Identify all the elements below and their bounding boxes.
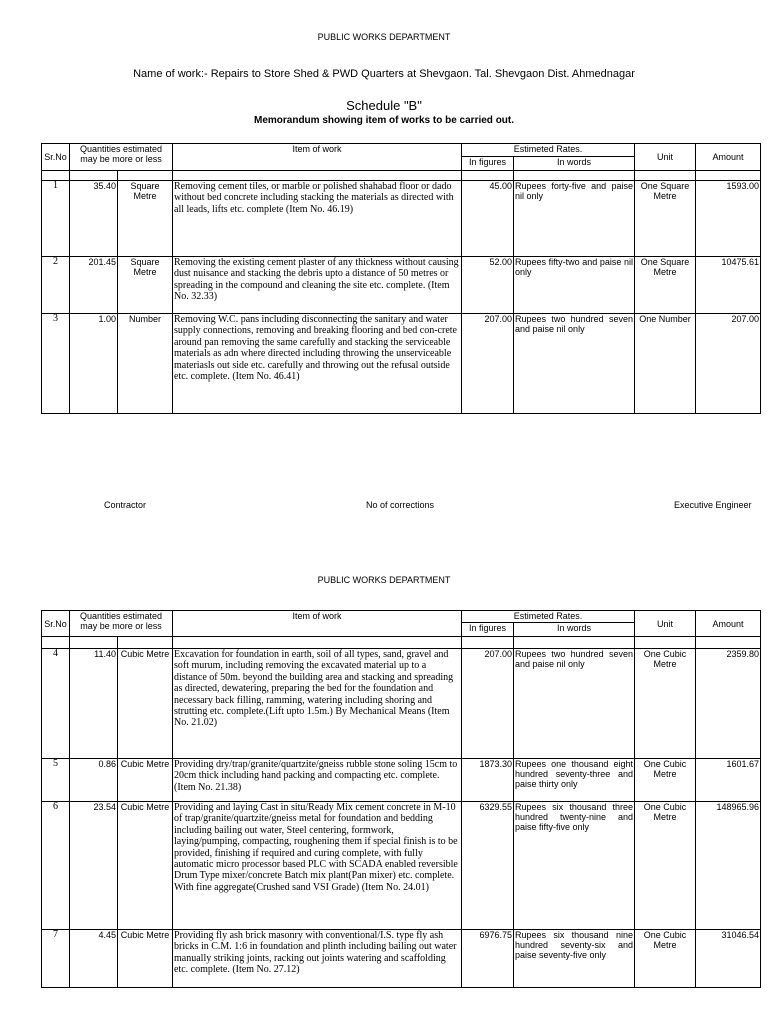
row-quantity: 35.40 xyxy=(70,181,118,257)
row-quantity: 11.40 xyxy=(70,649,118,759)
row-rate-figures: 6329.55 xyxy=(462,802,514,930)
row-amount: 31046.54 xyxy=(696,930,761,988)
row-srno: 3 xyxy=(42,314,70,414)
table-row xyxy=(42,314,761,414)
row-quantity: 1.00 xyxy=(70,314,118,414)
row-rate-words: Rupees six thousand three hundred twenty-nine and paise fifty-five only xyxy=(514,802,635,930)
row-rate-words: Rupees two hundred seven and paise nil only xyxy=(514,649,635,759)
table-row xyxy=(42,181,761,257)
row-rate-figures: 45.00 xyxy=(462,181,514,257)
header-estimated-rates: Estimeted Rates. xyxy=(462,144,635,157)
table-row xyxy=(42,649,761,759)
row-quantity-unit: Cubic Metre xyxy=(118,802,173,930)
row-description: Excavation for foundation in earth, soil of all types, sand, gravel and soft murum, including removing the excavated material up to a distance of 50m. beyond the building area and stacking and spreading as directed, dewatering, preparing the bed for the foundation and necessary back filling, ramming, watering including shoring and strutting etc. complete.(Lift upto 1.5m.) By Mechanical Means (Item No. 21.02) xyxy=(173,649,462,759)
row-quantity: 201.45 xyxy=(70,257,118,314)
row-srno: 7 xyxy=(42,930,70,988)
row-quantity: 4.45 xyxy=(70,930,118,988)
header-unit: Unit xyxy=(635,144,696,171)
row-rate-figures: 1873.30 xyxy=(462,759,514,802)
row-srno: 4 xyxy=(42,649,70,759)
table-row xyxy=(42,759,761,802)
row-unit: One Cubic Metre xyxy=(635,930,696,988)
row-rate-figures: 52.00 xyxy=(462,257,514,314)
spacer-row xyxy=(42,637,761,649)
row-srno: 6 xyxy=(42,802,70,930)
header-srno: Sr.No xyxy=(42,144,70,171)
row-description: Removing W.C. pans including disconnecting the sanitary and water supply connections, removing and breaking flooring and bed con-crete around pan removing the same carefully and stacking the serviceable materials as adn where directed including throwing the unserviceable materiasls out side etc. carefully and throwing out the refusal outside etc. complete. (Item No. 46.41) xyxy=(173,314,462,414)
row-quantity: 0.86 xyxy=(70,759,118,802)
row-unit: One Square Metre xyxy=(635,181,696,257)
row-srno: 5 xyxy=(42,759,70,802)
row-quantity: 23.54 xyxy=(70,802,118,930)
row-quantity-unit: Square Metre xyxy=(118,181,173,257)
schedule-table-2 xyxy=(41,610,761,988)
header-item-of-work: Item of work xyxy=(173,611,462,637)
row-unit: One Square Metre xyxy=(635,257,696,314)
header-in-figures: In figures xyxy=(462,623,514,637)
header-estimated-rates: Estimeted Rates. xyxy=(462,611,635,623)
engineer-signature: Executive Engineer xyxy=(674,500,752,510)
header-in-words: In words xyxy=(514,157,635,171)
row-amount: 1601.67 xyxy=(696,759,761,802)
name-of-work: Name of work:- Repairs to Store Shed & PWD Quarters at Shevgaon. Tal. Shevgaon Dist. Ahmednagar xyxy=(133,68,635,80)
row-rate-figures: 207.00 xyxy=(462,649,514,759)
row-unit: One Number xyxy=(635,314,696,414)
row-srno: 1 xyxy=(42,181,70,257)
header-srno: Sr.No xyxy=(42,611,70,637)
row-unit: One Cubic Metre xyxy=(635,759,696,802)
row-rate-words: Rupees fifty-two and paise nil only xyxy=(514,257,635,314)
row-quantity-unit: Number xyxy=(118,314,173,414)
row-description: Providing and laying Cast in situ/Ready Mix cement concrete in M-10 of trap/granite/quartzite/gneiss metal for foundation and bedding including bailing out water, Steel centering, formwork, laying/pumping, compacting, roughening them if special finish is to be provided, finishing if required and curing complete, with fully automatic micro processor based PLC with SCADA enabled reversible Drum Type mixer/concrete Batch mix plant(Pan mixer) etc. complete. With fine aggregate(Crushed sand VSI Grade) (Item No. 24.01) xyxy=(173,802,462,930)
row-description: Removing the existing cement plaster of any thickness without causing dust nuisance and stacking the debris upto a distance of 50 metres or spreading in the compound and cleaning the site etc. complete. (Item No. 32.33) xyxy=(173,257,462,314)
table-row xyxy=(42,802,761,930)
memorandum-title: Memorandum showing item of works to be carried out. xyxy=(253,115,515,126)
corrections-label: No of corrections xyxy=(366,500,435,510)
row-quantity-unit: Square Metre xyxy=(118,257,173,314)
header-amount: Amount xyxy=(696,611,761,637)
header-quantities: Quantities estimated may be more or less xyxy=(70,144,173,171)
schedule-table-1 xyxy=(41,143,761,414)
department-title: PUBLIC WORKS DEPARTMENT xyxy=(317,575,451,585)
header-in-words: In words xyxy=(514,623,635,637)
row-amount: 2359.80 xyxy=(696,649,761,759)
row-rate-words: Rupees one thousand eight hundred seventy-three and paise thirty only xyxy=(514,759,635,802)
row-srno: 2 xyxy=(42,257,70,314)
row-description: Providing dry/trap/granite/quartzite/gneiss rubble stone soling 15cm to 20cm thick including hand packing and compacting etc. complete. (Item No. 21.38) xyxy=(173,759,462,802)
header-in-figures: In figures xyxy=(462,157,514,171)
row-quantity-unit: Cubic Metre xyxy=(118,930,173,988)
row-amount: 10475.61 xyxy=(696,257,761,314)
row-unit: One Cubic Metre xyxy=(635,649,696,759)
row-amount: 1593.00 xyxy=(696,181,761,257)
schedule-title: Schedule "B" xyxy=(346,98,422,113)
header-quantities: Quantities estimated may be more or less xyxy=(70,611,173,637)
header-item-of-work: Item of work xyxy=(173,144,462,171)
header-amount: Amount xyxy=(696,144,761,171)
row-quantity-unit: Cubic Metre xyxy=(118,759,173,802)
department-title: PUBLIC WORKS DEPARTMENT xyxy=(317,32,451,42)
row-description: Providing fly ash brick masonry with conventional/I.S. type fly ash bricks in C.M. 1:6 in foundation and plinth including bailing out water manually striking joints, racking out joints watering and scaffolding etc. complete. (Item No. 27.12) xyxy=(173,930,462,988)
row-rate-words: Rupees forty-five and paise nil only xyxy=(514,181,635,257)
row-description: Removing cement tiles, or marble or polished shahabad floor or dado without bed concrete including stacking the materials as directed with all leads, lifts etc. complete (Item No. 46.19) xyxy=(173,181,462,257)
row-quantity-unit: Cubic Metre xyxy=(118,649,173,759)
row-amount: 148965.96 xyxy=(696,802,761,930)
contractor-signature: Contractor xyxy=(104,500,147,510)
row-rate-figures: 6976.75 xyxy=(462,930,514,988)
table-row xyxy=(42,930,761,988)
row-unit: One Cubic Metre xyxy=(635,802,696,930)
row-rate-words: Rupees six thousand nine hundred seventy-six and paise seventy-five only xyxy=(514,930,635,988)
spacer-row xyxy=(42,171,761,181)
row-rate-figures: 207.00 xyxy=(462,314,514,414)
header-unit: Unit xyxy=(635,611,696,637)
row-amount: 207.00 xyxy=(696,314,761,414)
table-row xyxy=(42,257,761,314)
row-rate-words: Rupees two hundred seven and paise nil only xyxy=(514,314,635,414)
